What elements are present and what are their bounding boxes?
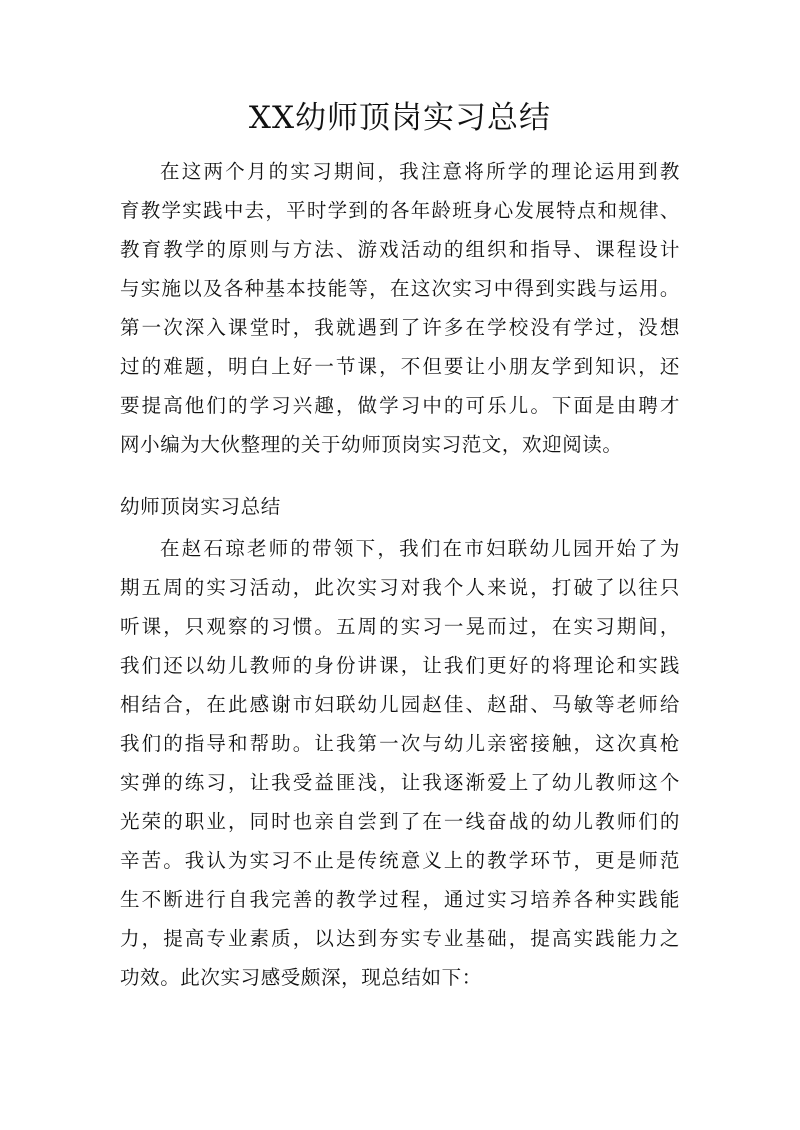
body-line: 力，提高专业素质，以达到夯实专业基础，提高实践能力之 xyxy=(120,927,680,950)
intro-line: 在这两个月的实习期间，我注意将所学的理论运用到教 xyxy=(160,160,680,183)
body-line: 在赵石琼老师的带领下，我们在市妇联幼儿园开始了为 xyxy=(160,537,680,560)
intro-line: 教育教学的原则与方法、游戏活动的组织和指导、课程设计 xyxy=(120,238,680,261)
intro-line: 育教学实践中去，平时学到的各年龄班身心发展特点和规律、 xyxy=(120,199,680,222)
body-line: 辛苦。我认为实习不止是传统意义上的教学环节，更是师范 xyxy=(120,849,680,872)
intro-line: 与实施以及各种基本技能等，在这次实习中得到实践与运用。 xyxy=(120,277,680,300)
body-line: 生不断进行自我完善的教学过程，通过实习培养各种实践能 xyxy=(120,888,680,911)
intro-line: 网小编为大伙整理的关于幼师顶岗实习范文，欢迎阅读。 xyxy=(120,433,623,456)
body-line: 功效。此次实习感受颇深，现总结如下： xyxy=(120,966,482,989)
body-line: 我们的指导和帮助。让我第一次与幼儿亲密接触，这次真枪 xyxy=(120,732,680,755)
document-title: XX幼师顶岗实习总结 xyxy=(248,100,552,136)
intro-line: 过的难题，明白上好一节课，不但要让小朋友学到知识，还 xyxy=(120,355,680,378)
body-line: 实弹的练习，让我受益匪浅，让我逐渐爱上了幼儿教师这个 xyxy=(120,771,680,794)
body-line: 相结合，在此感谢市妇联幼儿园赵佳、赵甜、马敏等老师给 xyxy=(120,693,680,716)
body-line: 听课，只观察的习惯。五周的实习一晃而过，在实习期间， xyxy=(120,615,680,638)
intro-line: 第一次深入课堂时，我就遇到了许多在学校没有学过，没想 xyxy=(120,316,680,339)
body-line: 我们还以幼儿教师的身份讲课，让我们更好的将理论和实践 xyxy=(120,654,680,677)
body-line: 期五周的实习活动，此次实习对我个人来说，打破了以往只 xyxy=(120,576,680,599)
intro-line: 要提高他们的学习兴趣，做学习中的可乐儿。下面是由聘才 xyxy=(120,394,680,417)
body-line: 光荣的职业，同时也亲自尝到了在一线奋战的幼儿教师们的 xyxy=(120,810,680,833)
section-heading: 幼师顶岗实习总结 xyxy=(120,495,281,518)
